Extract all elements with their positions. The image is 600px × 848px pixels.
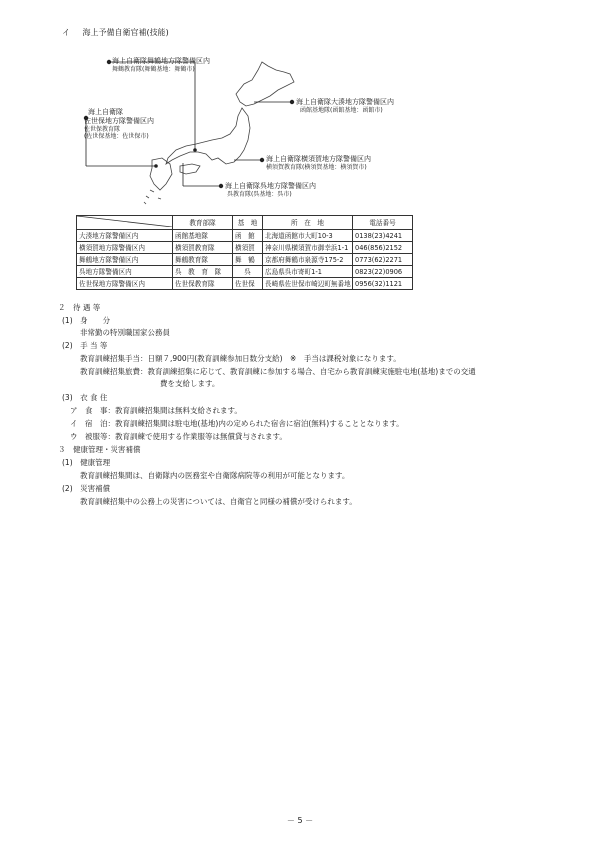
section-2-2-travel-line1: 教育訓練招集旅費：教育訓練招集に応じて、教育訓練に参加する場合、自宅から教育訓練実施駐屯地(基地)までの交通: [80, 367, 476, 376]
table-cell-phone: 0823(22)0906: [353, 266, 413, 278]
section-2-2-travel-line2: 費を支給します。: [160, 379, 220, 388]
section-2-3-clothing: ウ 被服等：教育訓練で使用する作業服等は無償貸与されます。: [70, 432, 287, 441]
map-label-maizuru-title: 海上自衛隊舞鶴地方隊警備区内: [112, 57, 210, 65]
map-label-kure-title: 海上自衛隊呉地方隊警備区内: [225, 182, 316, 190]
table-cell-base: 舞 鶴: [233, 254, 263, 266]
map-label-ominato-unit: 函館基地隊(函館基地：函館市): [300, 106, 383, 114]
diagonal-line: [77, 216, 172, 227]
map-label-sasebo: [84, 108, 154, 141]
map-label-sasebo-title: 海上自衛隊: [88, 108, 123, 116]
table-row: [77, 266, 413, 278]
table-row: [77, 230, 413, 242]
table-cell-base: 呉: [233, 266, 263, 278]
map-label-ominato-title: 海上自衛隊大湊地方隊警備区内: [296, 98, 394, 106]
table-header: 基 地: [233, 216, 263, 230]
map-label-sasebo-district: 佐世保地方隊警備区内: [84, 116, 154, 125]
map-label-yokosuka-title: 海上自衛隊横須賀地方隊警備区内: [266, 155, 371, 163]
table-cell-district: 佐世保地方隊警備区内: [77, 278, 173, 290]
map-label-yokosuka-unit: 横須賀教育隊(横須賀基地：横須賀市): [266, 163, 367, 171]
page-number: － 5 －: [286, 816, 314, 825]
table-cell-district: 舞鶴地方隊警備区内: [77, 254, 173, 266]
map-hokkaido: [236, 62, 294, 106]
table-cell-district: 呉地方隊警備区内: [77, 266, 173, 278]
table-row: [77, 242, 413, 254]
section-3-1-heading: (1) 健康管理: [62, 458, 111, 467]
table-header: 教育部隊: [173, 216, 233, 230]
table-cell-base: 佐世保: [233, 278, 263, 290]
table-cell-unit: 佐世保教育隊: [173, 278, 233, 290]
table-cell-unit: 呉 教 育 隊: [173, 266, 233, 278]
section-3-heading: ３ 健康管理・災害補償: [58, 445, 141, 454]
section-i-marker: イ: [62, 28, 70, 37]
section-2-2-heading: (2) 手 当 等: [62, 341, 108, 350]
map-label-sasebo-unit: 佐世保教育隊: [84, 125, 121, 133]
table-row: [77, 278, 413, 290]
map-kyushu: [150, 158, 172, 190]
section-i-title: 海上予備自衛官補(技能): [82, 28, 169, 37]
section-3-2-text: 教育訓練招集中の公務上の災害については、自衛官と同様の補償が受けられます。: [80, 497, 357, 506]
map-label-maizuru: [112, 57, 210, 73]
map-label-ominato: [296, 98, 394, 114]
table-cell-base: 函 館: [233, 230, 263, 242]
table-cell-phone: 0138(23)4241: [353, 230, 413, 242]
section-2-3-food: ア 食 事：教育訓練招集間は無料支給されます。: [70, 406, 242, 415]
section-2-heading: ２ 待 遇 等: [58, 303, 101, 312]
map-honshu: [166, 108, 250, 164]
table-cell-unit: 函館基地隊: [173, 230, 233, 242]
table-row: [77, 254, 413, 266]
section-3-2-heading: (2) 災害補償: [62, 484, 111, 493]
table-header-corner: [77, 216, 173, 230]
table-cell-phone: 046(856)2152: [353, 242, 413, 254]
table-cell-district: 横須賀地方隊警備区内: [77, 242, 173, 254]
map-islands: [144, 190, 161, 204]
table-cell-phone: 0956(32)1121: [353, 278, 413, 290]
map-label-kure-unit: 呉教育隊(呉基地：呉市): [227, 190, 292, 198]
table-cell-address: 長崎県佐世保市崎辺町無番地: [263, 278, 353, 290]
table-cell-address: 京都府舞鶴市泉源寺175-2: [263, 254, 353, 266]
map-label-yokosuka: [266, 155, 371, 171]
table-header: 電話番号: [353, 216, 413, 230]
section-2-3-heading: (3) 衣 食 住: [62, 393, 108, 402]
table-header-row: [77, 216, 413, 230]
table-cell-phone: 0773(62)2271: [353, 254, 413, 266]
table-cell-address: 北海道函館市大町10-3: [263, 230, 353, 242]
map-label-kure: [225, 182, 316, 198]
table-cell-unit: 舞鶴教育隊: [173, 254, 233, 266]
district-table: [76, 215, 413, 290]
section-2-2-allowance: 教育訓練招集手当：日額７,900円(教育訓練参加日数分支給) ※ 手当は課税対象になります。: [80, 354, 401, 363]
section-2-3-lodging: イ 宿 泊：教育訓練招集間は駐屯地(基地)内の定められた宿舎に宿泊(無料)することとなります。: [70, 419, 404, 428]
table-cell-address: 神奈川県横須賀市御幸浜1-1: [263, 242, 353, 254]
table-cell-district: 大湊地方隊警備区内: [77, 230, 173, 242]
section-3-1-text: 教育訓練招集間は、自衛隊内の医務室や自衛隊病院等の利用が可能となります。: [80, 471, 350, 480]
table-header: 所 在 地: [263, 216, 353, 230]
table-cell-address: 広島県呉市寄町1-1: [263, 266, 353, 278]
section-2-1-text: 非常勤の特別職国家公務員: [80, 328, 170, 337]
table-cell-unit: 横須賀教育隊: [173, 242, 233, 254]
table-cell-base: 横須賀: [233, 242, 263, 254]
section-2-1-heading: (1) 身 分: [62, 316, 111, 325]
map-label-maizuru-unit: 舞鶴教育隊(舞鶴基地：舞鶴市): [112, 65, 195, 73]
map-label-sasebo-base: (佐世保基地：佐世保市): [84, 133, 149, 140]
